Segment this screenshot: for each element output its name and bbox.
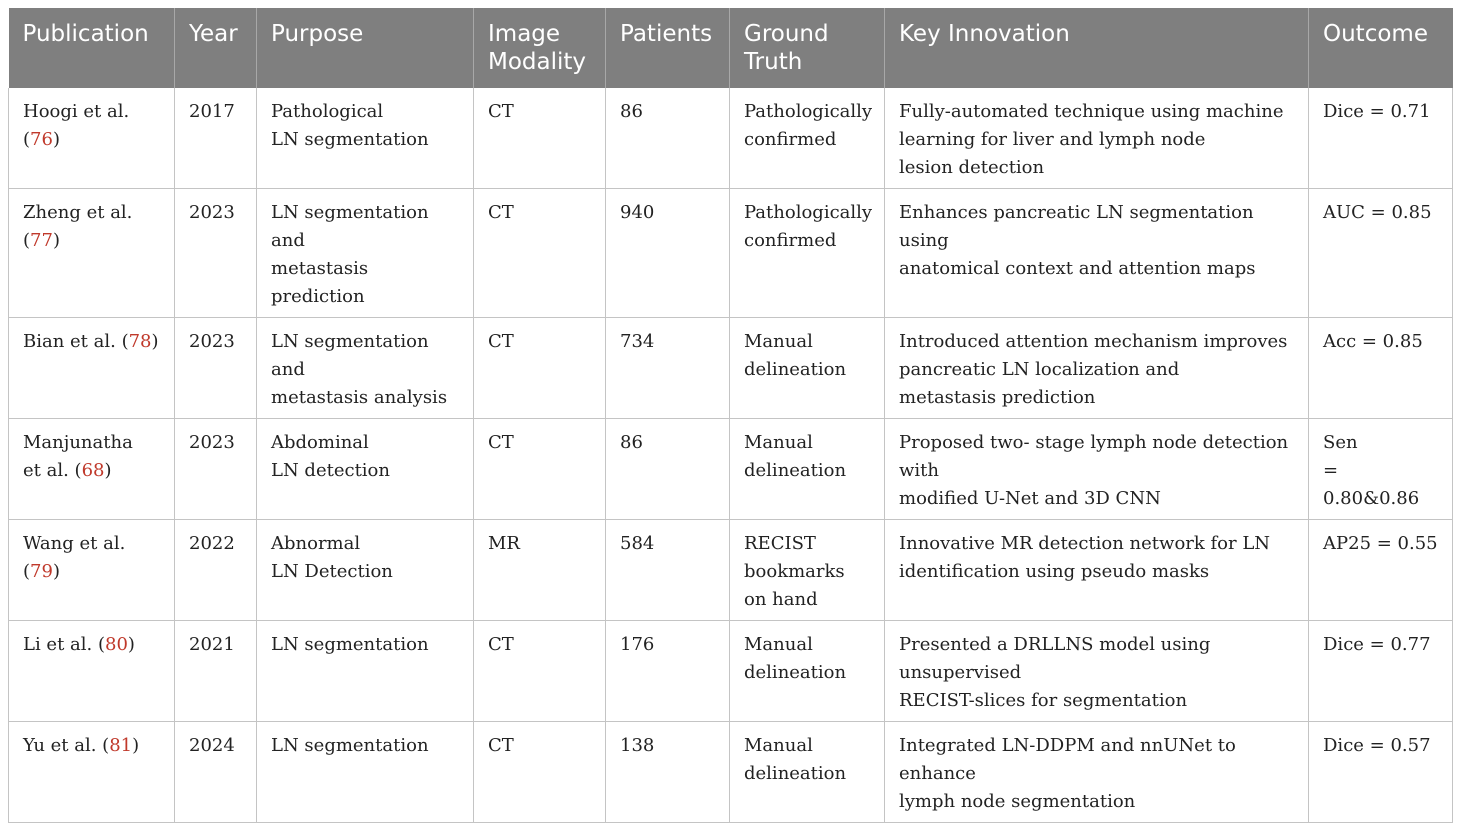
publication-table-container [8, 8, 1452, 823]
reference-link[interactable]: 81 [109, 735, 133, 756]
paren-close: ) [52, 230, 60, 251]
cell-key-innovation: Introduced attention mechanism improves pancreatic LN localization and metastasis prediction [885, 318, 1309, 419]
reference-link[interactable]: 77 [30, 230, 53, 251]
cell-ground-truth: Manual delineation [730, 419, 885, 520]
paren-close: ) [52, 561, 60, 582]
table-row [9, 520, 1453, 621]
cell-purpose: LN segmentation [257, 722, 474, 823]
cell-patients: 86 [606, 419, 730, 520]
cell-modality: CT [474, 722, 606, 823]
reference-link[interactable]: 80 [105, 634, 128, 655]
table-row [9, 88, 1453, 189]
paren-close: ) [132, 735, 140, 756]
cell-key-innovation: Enhances pancreatic LN segmentation using anatomical context and attention maps [885, 189, 1309, 318]
author-text: Manjunatha et al. ( [23, 432, 133, 481]
cell-ground-truth: Pathologically confirmed [730, 189, 885, 318]
table-row [9, 318, 1453, 419]
header-ground-truth: Ground Truth [730, 8, 885, 88]
reference-link[interactable]: 76 [30, 129, 53, 150]
cell-publication [9, 722, 175, 823]
cell-outcome: Dice = 0.57 [1309, 722, 1453, 823]
cell-patients: 86 [606, 88, 730, 189]
author-text: Yu et al. ( [23, 735, 110, 756]
cell-ground-truth: Manual delineation [730, 621, 885, 722]
cell-modality: CT [474, 419, 606, 520]
cell-outcome: Dice = 0.77 [1309, 621, 1453, 722]
cell-year: 2022 [175, 520, 257, 621]
cell-outcome: Acc = 0.85 [1309, 318, 1453, 419]
cell-year: 2021 [175, 621, 257, 722]
cell-key-innovation: Presented a DRLLNS model using unsupervised RECIST-slices for segmentation [885, 621, 1309, 722]
cell-patients: 734 [606, 318, 730, 419]
cell-purpose: Abdominal LN detection [257, 419, 474, 520]
header-key-innovation: Key Innovation [885, 8, 1309, 88]
cell-outcome: Dice = 0.71 [1309, 88, 1453, 189]
table-row [9, 621, 1453, 722]
cell-purpose: LN segmentation and metastasis prediction [257, 189, 474, 318]
cell-outcome: Sen = 0.80&0.86 [1309, 419, 1453, 520]
cell-key-innovation: Proposed two- stage lymph node detection with modified U-Net and 3D CNN [885, 419, 1309, 520]
cell-ground-truth: Pathologically confirmed [730, 88, 885, 189]
header-year: Year [175, 8, 257, 88]
cell-year: 2024 [175, 722, 257, 823]
cell-purpose: Abnormal LN Detection [257, 520, 474, 621]
cell-modality: CT [474, 621, 606, 722]
reference-link[interactable]: 78 [128, 331, 152, 352]
cell-publication [9, 520, 175, 621]
cell-publication [9, 88, 175, 189]
cell-publication [9, 419, 175, 520]
cell-patients: 176 [606, 621, 730, 722]
header-purpose: Purpose [257, 8, 474, 88]
cell-modality: CT [474, 318, 606, 419]
table-row [9, 419, 1453, 520]
cell-patients: 940 [606, 189, 730, 318]
cell-outcome: AP25 = 0.55 [1309, 520, 1453, 621]
table-row [9, 189, 1453, 318]
paren-close: ) [52, 129, 60, 150]
header-outcome: Outcome [1309, 8, 1453, 88]
cell-purpose: LN segmentation [257, 621, 474, 722]
cell-patients: 138 [606, 722, 730, 823]
author-text: Li et al. ( [23, 634, 105, 655]
cell-year: 2023 [175, 318, 257, 419]
table-header-row [9, 8, 1453, 88]
cell-modality: CT [474, 189, 606, 318]
author-text: Zheng et al. ( [23, 202, 133, 251]
cell-key-innovation: Fully-automated technique using machine learning for liver and lymph node lesion detection [885, 88, 1309, 189]
cell-publication [9, 189, 175, 318]
cell-modality: CT [474, 88, 606, 189]
cell-year: 2023 [175, 419, 257, 520]
publication-table [8, 8, 1453, 823]
cell-year: 2017 [175, 88, 257, 189]
reference-link[interactable]: 68 [81, 460, 105, 481]
paren-close: ) [151, 331, 159, 352]
header-publication: Publication [9, 8, 175, 88]
cell-year: 2023 [175, 189, 257, 318]
author-text: Hoogi et al. ( [23, 101, 130, 150]
reference-link[interactable]: 79 [30, 561, 53, 582]
table-row [9, 722, 1453, 823]
cell-modality: MR [474, 520, 606, 621]
author-text: Wang et al. ( [23, 533, 126, 582]
cell-publication [9, 621, 175, 722]
cell-purpose: Pathological LN segmentation [257, 88, 474, 189]
cell-ground-truth: Manual delineation [730, 722, 885, 823]
header-image-modality: Image Modality [474, 8, 606, 88]
paren-close: ) [127, 634, 135, 655]
header-patients: Patients [606, 8, 730, 88]
cell-key-innovation: Integrated LN-DDPM and nnUNet to enhance lymph node segmentation [885, 722, 1309, 823]
cell-ground-truth: Manual delineation [730, 318, 885, 419]
paren-close: ) [104, 460, 112, 481]
cell-key-innovation: Innovative MR detection network for LN identification using pseudo masks [885, 520, 1309, 621]
cell-outcome: AUC = 0.85 [1309, 189, 1453, 318]
cell-ground-truth: RECIST bookmarks on hand [730, 520, 885, 621]
cell-publication [9, 318, 175, 419]
cell-patients: 584 [606, 520, 730, 621]
cell-purpose: LN segmentation and metastasis analysis [257, 318, 474, 419]
author-text: Bian et al. ( [23, 331, 129, 352]
